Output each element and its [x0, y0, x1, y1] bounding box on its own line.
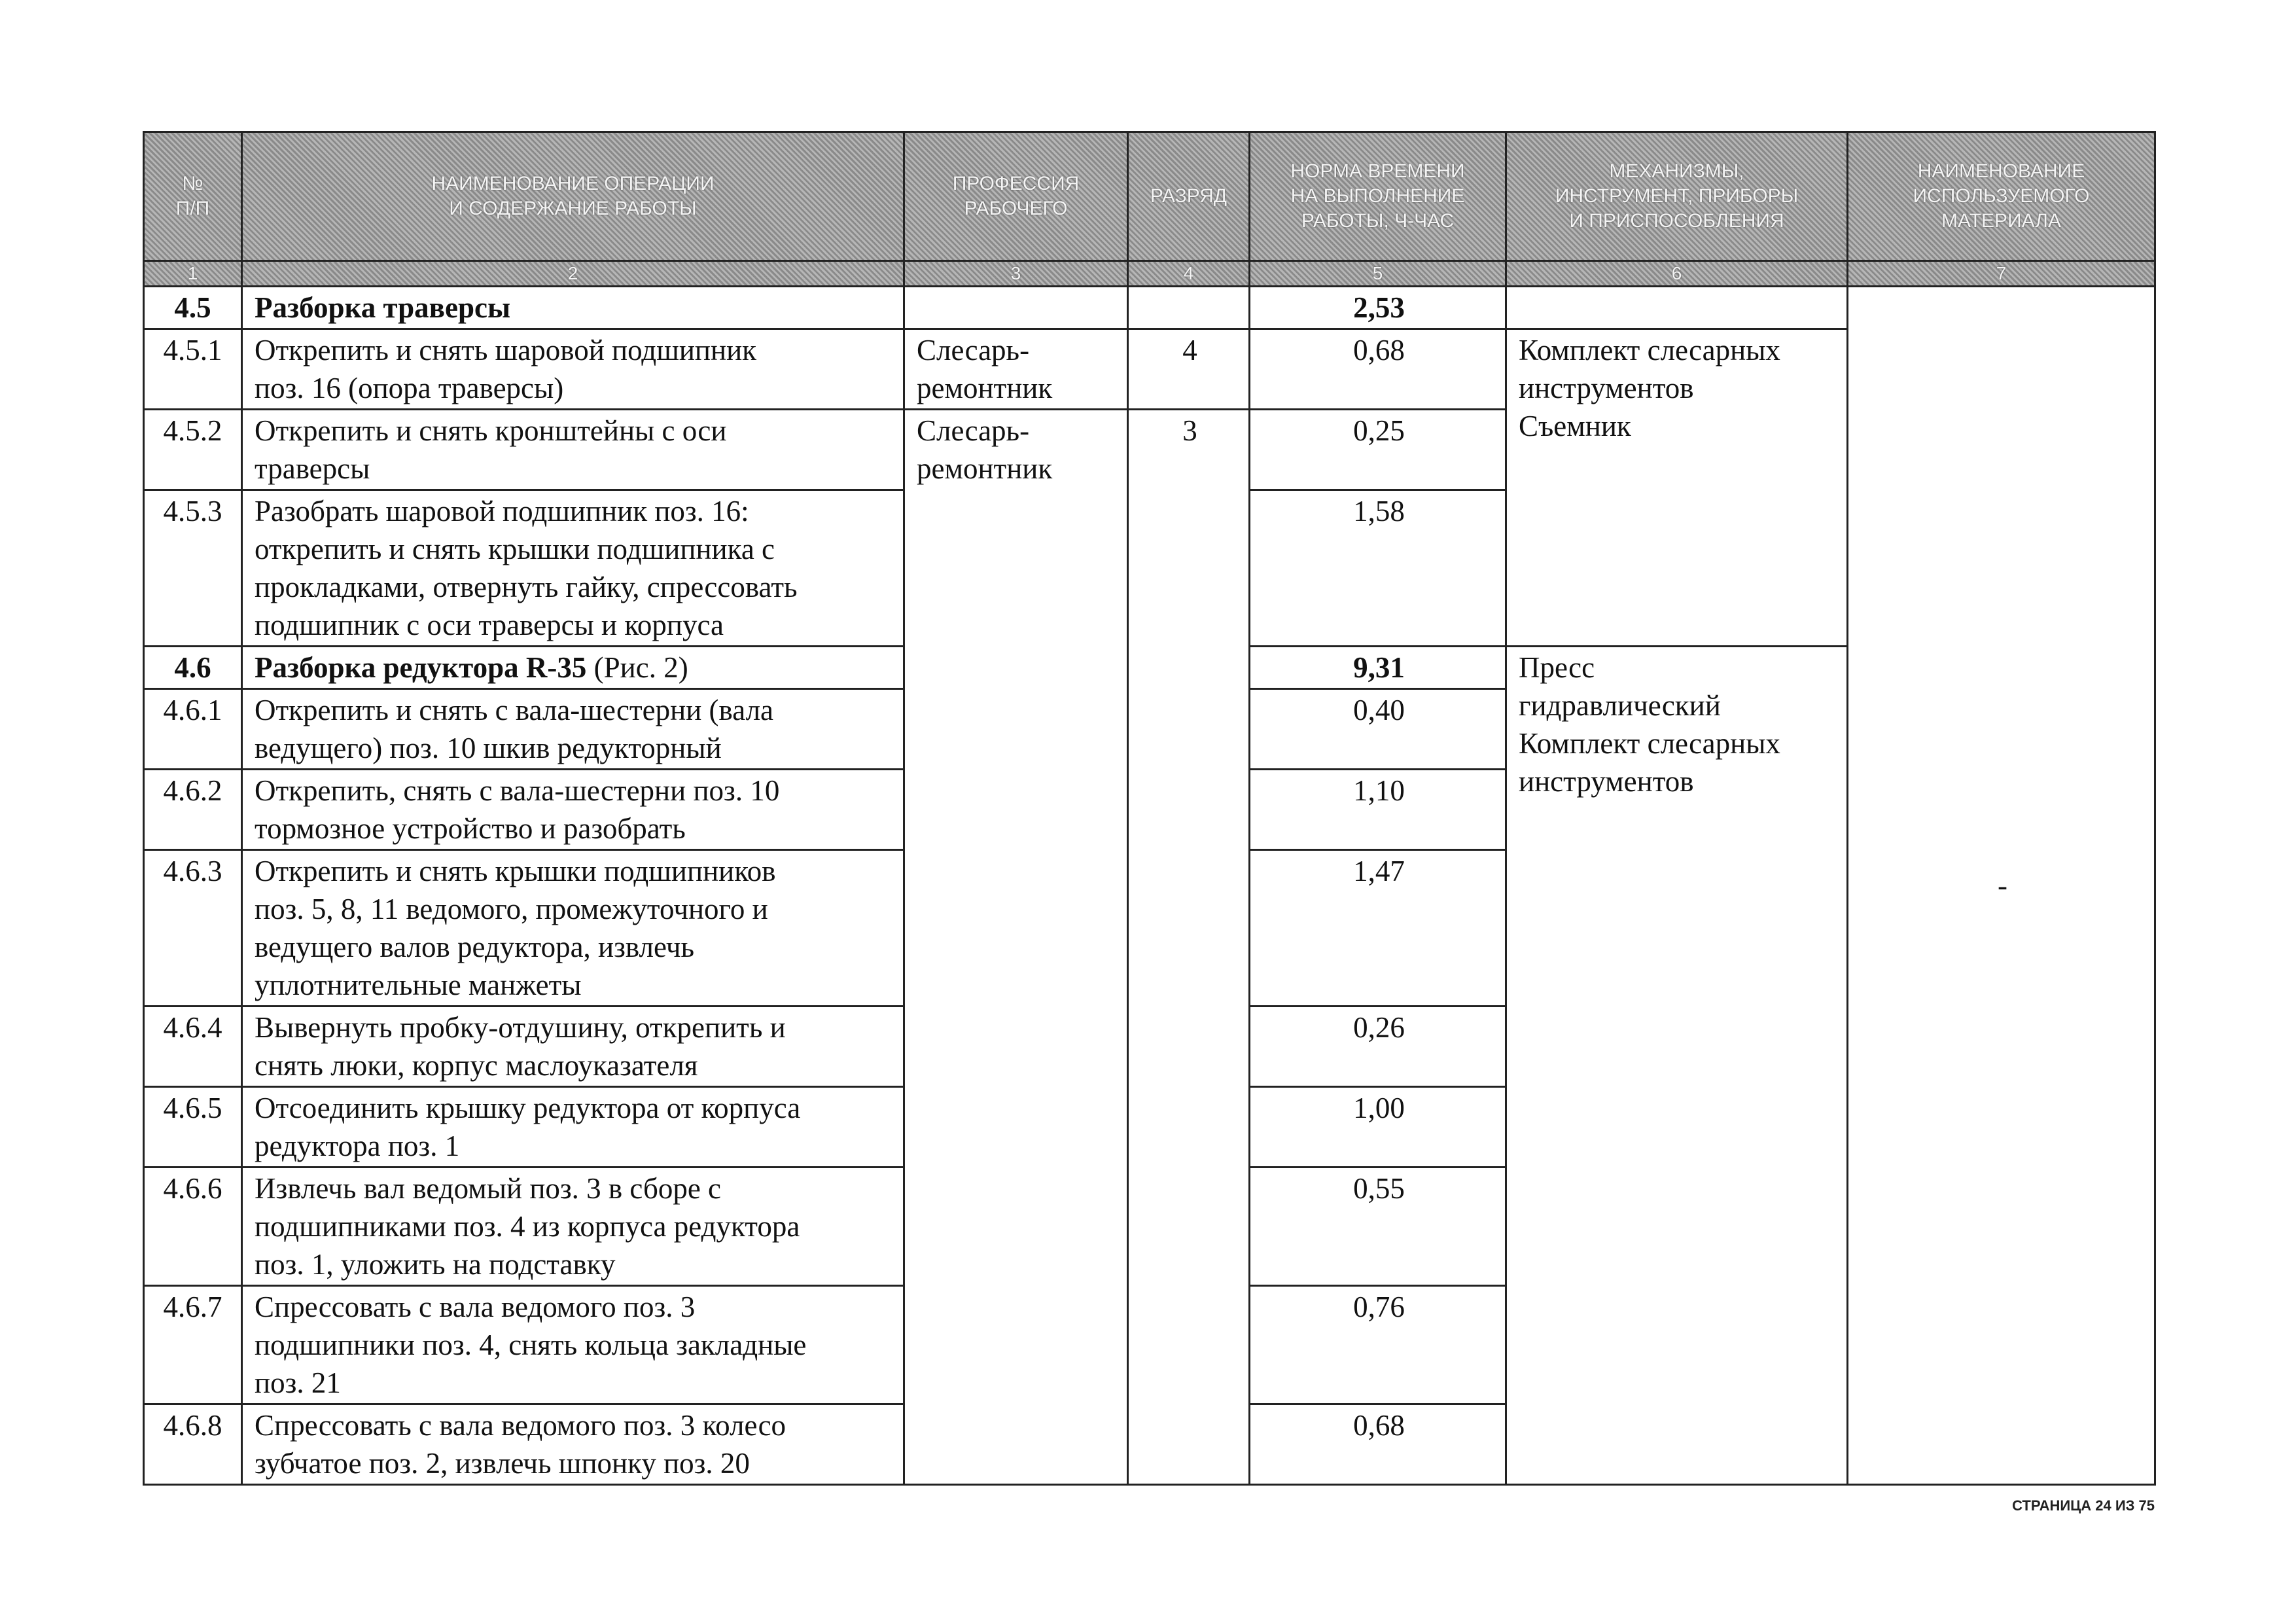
grade-cell: 4: [1128, 329, 1250, 410]
time-norm: 2,53: [1250, 287, 1506, 329]
operation-title-text: Разборка редуктора R-35: [255, 651, 587, 684]
time-norm: 0,76: [1250, 1286, 1506, 1404]
operation-text: Извлечь вал ведомый поз. 3 в сборе с подшипниками поз. 4 из корпуса редуктора поз. 1, уложить на подставку: [242, 1168, 904, 1286]
profession-cell: [904, 287, 1128, 329]
row-number: 4.6: [144, 647, 242, 689]
operation-text: Открепить и снять шаровой подшипник поз. 16 (опора траверсы): [242, 329, 904, 410]
row-number: 4.6.3: [144, 850, 242, 1007]
tools-cell: Комплект слесарных инструментов Съемник: [1506, 329, 1848, 647]
operation-text: Открепить и снять с вала-шестерни (вала ведущего) поз. 10 шкив редукторный: [242, 689, 904, 770]
header-time-norm: НОРМА ВРЕМЕНИ НА ВЫПОЛНЕНИЕ РАБОТЫ, Ч-ЧАС: [1250, 132, 1506, 261]
header-profession: ПРОФЕССИЯ РАБОЧЕГО: [904, 132, 1128, 261]
row-number: 4.5.2: [144, 410, 242, 490]
header-row: [144, 132, 2155, 261]
material-cell: -: [1848, 287, 2155, 1485]
row-number: 4.6.1: [144, 689, 242, 770]
header-tools: МЕХАНИЗМЫ, ИНСТРУМЕНТ, ПРИБОРЫ И ПРИСПОСОБЛЕНИЯ: [1506, 132, 1848, 261]
table-row: [144, 287, 2155, 329]
time-norm: 1,00: [1250, 1087, 1506, 1168]
page-counter: СТРАНИЦА 24 ИЗ 75: [2012, 1497, 2155, 1514]
profession-cell: Слесарь- ремонтник: [904, 329, 1128, 410]
operation-text: Вывернуть пробку-отдушину, открепить и снять люки, корпус маслоуказателя: [242, 1007, 904, 1087]
col-num-5: 5: [1250, 261, 1506, 287]
time-norm: 0,25: [1250, 410, 1506, 490]
row-number: 4.6.8: [144, 1404, 242, 1485]
col-num-1: 1: [144, 261, 242, 287]
row-number: 4.5: [144, 287, 242, 329]
time-norm: 1,47: [1250, 850, 1506, 1007]
col-num-7: 7: [1848, 261, 2155, 287]
operation-text: Открепить, снять с вала-шестерни поз. 10 тормозное устройство и разобрать: [242, 770, 904, 850]
operation-text: Отсоединить крышку редуктора от корпуса редуктора поз. 1: [242, 1087, 904, 1168]
header-grade: РАЗРЯД: [1128, 132, 1250, 261]
operation-title: [242, 287, 904, 329]
column-number-row: [144, 261, 2155, 287]
col-num-2: 2: [242, 261, 904, 287]
header-material: НАИМЕНОВАНИЕ ИСПОЛЬЗУЕМОГО МАТЕРИАЛА: [1848, 132, 2155, 261]
col-num-6: 6: [1506, 261, 1848, 287]
operation-text: Разобрать шаровой подшипник поз. 16: открепить и снять крышки подшипника с прокладками, отвернуть гайку, спрессовать подшипник с оси траверсы и корпуса: [242, 490, 904, 647]
col-num-3: 3: [904, 261, 1128, 287]
row-number: 4.5.1: [144, 329, 242, 410]
time-norm: 9,31: [1250, 647, 1506, 689]
tools-cell: [1506, 287, 1848, 329]
header-operation: НАИМЕНОВАНИЕ ОПЕРАЦИИ И СОДЕРЖАНИЕ РАБОТЫ: [242, 132, 904, 261]
time-norm: 0,40: [1250, 689, 1506, 770]
row-number: 4.6.2: [144, 770, 242, 850]
tools-cell: Пресс гидравлический Комплект слесарных инструментов: [1506, 647, 1848, 1485]
operation-text: Спрессовать с вала ведомого поз. 3 колесо зубчатое поз. 2, извлечь шпонку поз. 20: [242, 1404, 904, 1485]
operation-text: Открепить и снять крышки подшипников поз. 5, 8, 11 ведомого, промежуточного и ведущего валов редуктора, извлечь уплотнительные манжеты: [242, 850, 904, 1007]
operation-text: Спрессовать с вала ведомого поз. 3 подшипники поз. 4, снять кольца закладные поз. 21: [242, 1286, 904, 1404]
time-norm: 1,10: [1250, 770, 1506, 850]
header-no: № П/П: [144, 132, 242, 261]
row-number: 4.6.6: [144, 1168, 242, 1286]
row-number: 4.6.5: [144, 1087, 242, 1168]
time-norm: 0,68: [1250, 329, 1506, 410]
operations-table: [143, 131, 2156, 1486]
time-norm: 0,26: [1250, 1007, 1506, 1087]
document-sheet: [143, 131, 2154, 1486]
row-number: 4.5.3: [144, 490, 242, 647]
time-norm: 1,58: [1250, 490, 1506, 647]
grade-cell: [1128, 287, 1250, 329]
col-num-4: 4: [1128, 261, 1250, 287]
row-number: 4.6.4: [144, 1007, 242, 1087]
time-norm: 0,68: [1250, 1404, 1506, 1485]
operation-title: [242, 647, 904, 689]
time-norm: 0,55: [1250, 1168, 1506, 1286]
operation-title-text: Разборка траверсы: [255, 291, 511, 324]
profession-cell: Слесарь- ремонтник: [904, 410, 1128, 1485]
operation-text: Открепить и снять кронштейны с оси траверсы: [242, 410, 904, 490]
operation-title-suffix: (Рис. 2): [586, 651, 688, 684]
row-number: 4.6.7: [144, 1286, 242, 1404]
grade-cell: 3: [1128, 410, 1250, 1485]
